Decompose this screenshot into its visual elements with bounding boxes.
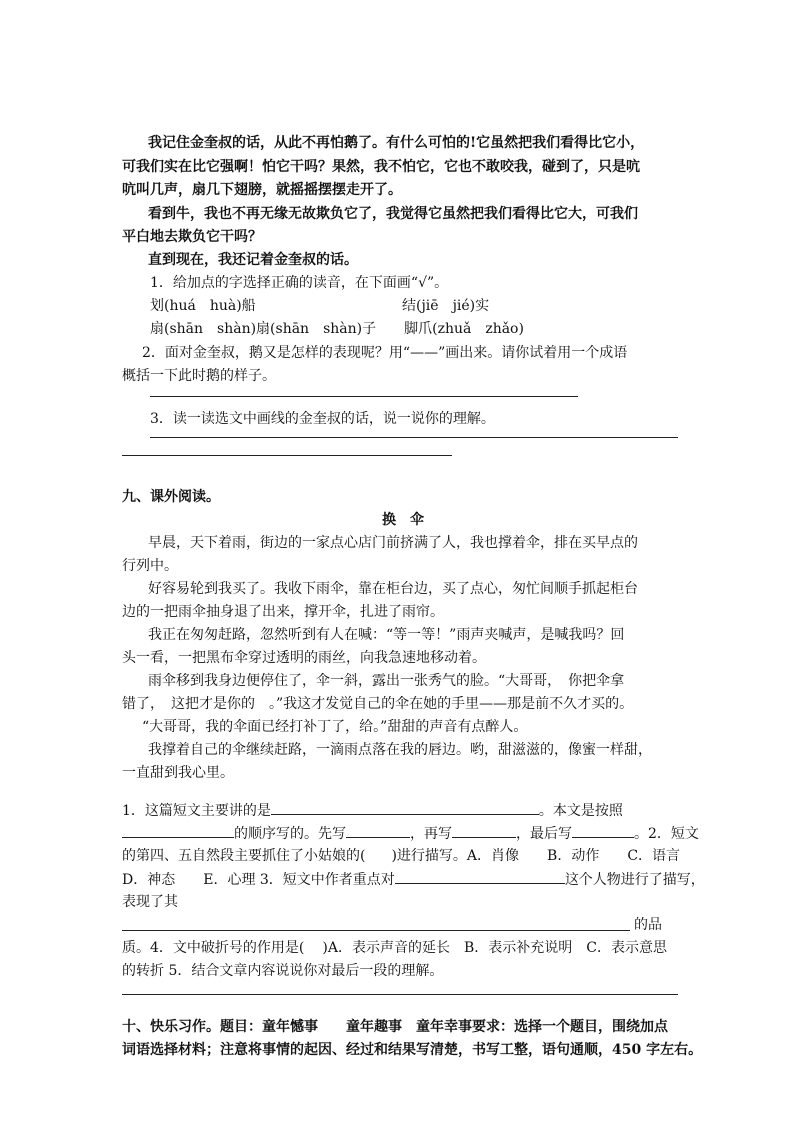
- question-3: 3．读一读选文中画线的金奎叔的话，说一说你的理解。: [150, 411, 495, 427]
- s9-q-line8: 的转折 5．结合文章内容说说你对最后一段的理解。: [122, 963, 444, 979]
- s9-q3-tail: 这个人物进行了描写，: [564, 872, 705, 888]
- p2-line1: 看到牛，我也不再无缘无故欺负它了，我觉得它虽然把我们看得比它大，可我们: [148, 206, 638, 222]
- s9-q2-text: 。2．短文: [634, 826, 699, 842]
- blank-last[interactable]: [572, 823, 634, 838]
- section9-heading: 九、课外阅读。: [122, 489, 220, 505]
- blank-main-content[interactable]: [271, 800, 539, 815]
- p2-line2: 平白地去欺负它干吗？: [122, 229, 262, 245]
- s9-q-line1: [122, 800, 623, 821]
- story-p2-line1: 好容易轮到我买了。我收下雨伞，靠在柜台边，买了点心，匆忙间顺手抓起柜台: [148, 581, 638, 597]
- s9-last-text: ，最后写: [516, 826, 572, 842]
- s9-q-line3: [122, 846, 680, 866]
- question-1: 1．给加点的字选择正确的读音，在下面画“√”。: [150, 275, 449, 291]
- story-p6-line2: 一直甜到我心里。: [122, 765, 234, 781]
- s9-q-line6: 的品: [634, 917, 662, 933]
- blank-then[interactable]: [452, 823, 516, 838]
- p1-line2: 可我们实在比它强啊！怕它干吗？果然，我不怕它，它也不敢咬我，碰到了，只是吭: [122, 159, 640, 175]
- s9-q-line5: 表现了其: [122, 894, 178, 910]
- s9-q3-text: D．神态 E．心理 3．短文中作者重点对: [122, 872, 395, 888]
- story-p4-line2: 错了， 这把才是你的 。”我这才发觉自己的伞在她的手里——那是前不久才买的。: [122, 696, 634, 712]
- answer-line-q3a[interactable]: [150, 437, 678, 438]
- question-2-line2: 概括一下此时鹅的样子。: [122, 368, 276, 384]
- story-p4-line1: 雨伞移到我身边便停住了，伞一斜，露出一张秀气的脸。“大哥哥， 你把伞拿: [148, 673, 625, 689]
- story-p3-line1: 我正在匆匆赶路，忽然听到有人在喊：“等一等！”雨声夹喊声，是喊我吗？回: [148, 627, 625, 643]
- s9-order-text: 的顺序写的。先写: [234, 826, 346, 842]
- story-p3-line2: 头一看，一把黑布伞穿过透明的雨丝，向我急速地移动着。: [122, 650, 486, 666]
- pinyin-item-hua: 划(huá huà)船: [150, 298, 256, 314]
- section10-line2: 词语选择材料；注意将事情的起因、经过和结果写清楚，书写工整，语句通顺，450 字左右。: [122, 1042, 703, 1058]
- blank-quality[interactable]: [122, 930, 630, 931]
- blank-first[interactable]: [346, 823, 410, 838]
- pinyin-item-shan-zhua: 扇(shān shàn)扇(shān shàn)子 脚爪(zhuǎ zhǎo): [150, 321, 524, 337]
- s9-q-line2: [122, 823, 699, 844]
- s9-q-line4: [122, 869, 705, 890]
- pinyin-item-jie: 结(jiē jié)实: [402, 298, 490, 314]
- s9-q2-options: )进行描写。A．肖像 B．动作 C．语言: [391, 848, 681, 864]
- s9-q4-text: 质。4．文中破折号的作用是(: [122, 940, 305, 956]
- s9-q-line7: [122, 938, 667, 958]
- story-title: 换 伞: [382, 512, 424, 528]
- story-p1-line1: 早晨，天下着雨，街边的一家点心店门前挤满了人，我也撑着伞，排在买早点的: [148, 535, 638, 551]
- answer-line-q5[interactable]: [122, 994, 678, 995]
- answer-line-q2[interactable]: [150, 396, 578, 397]
- s9-q1-text: 1．这篇短文主要讲的是: [122, 803, 271, 819]
- s9-q1-order-text: 。本文是按照: [538, 803, 623, 819]
- p3-line: 直到现在，我还记着金奎叔的话。: [148, 252, 358, 268]
- section10-line1: 十、快乐习作。题目：童年憾事 童年趣事 童年幸事要求：选择一个题目，围绕加点: [122, 1019, 668, 1035]
- story-p6-line1: 我撑着自己的伞继续赶路，一滴雨点落在我的唇边。哟，甜滋滋的，像蜜一样甜，: [148, 742, 652, 758]
- answer-line-q3b[interactable]: [122, 455, 452, 456]
- story-p2-line2: 边的一把雨伞抽身退了出来，撑开伞，扎进了雨帘。: [122, 604, 444, 620]
- s9-q4-options: )A．表示声音的延长 B．表示补充说明 C．表示意思: [322, 940, 667, 956]
- s9-q2-desc: 的第四、五自然段主要抓住了小姑娘的(: [122, 848, 366, 864]
- story-p5-line: “大哥哥，我的伞面已经打补丁了，给。”甜甜的声音有点醉人。: [142, 719, 528, 735]
- question-2-line1: 2．面对金奎叔，鹅又是怎样的表现呢？用“——”画出来。请你试着用一个成语: [142, 345, 628, 361]
- p1-line3: 吭叫几声，扇几下翅膀，就摇摇摆摆走开了。: [122, 182, 402, 198]
- p1-line1: 我记住金奎叔的话，从此不再怕鹅了。有什么可怕的!它虽然把我们看得比它小，: [148, 135, 645, 151]
- blank-order[interactable]: [122, 823, 234, 838]
- story-p1-line2: 行列中。: [122, 558, 178, 574]
- blank-character[interactable]: [395, 869, 565, 884]
- s9-then-text: ，再写: [410, 826, 452, 842]
